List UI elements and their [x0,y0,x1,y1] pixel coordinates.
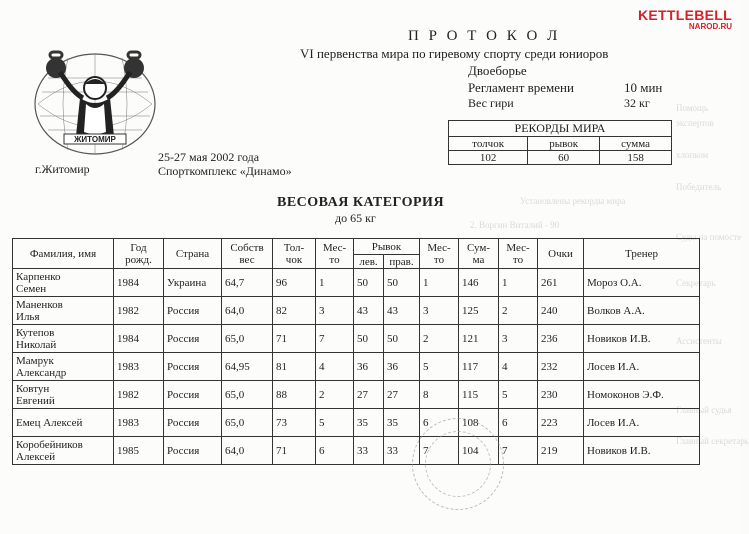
date-venue-block [158,150,292,178]
kettlebell-weight-value: 32 кг [624,96,650,110]
cell-place-snatch: 2 [420,325,459,353]
city-label: г.Житомир [35,162,90,176]
championship-subtitle: VI первенства мира по гиревому спорту среди юниоров [300,46,609,61]
header-place-total: Мес- то [499,239,538,269]
cell-place: 5 [499,381,538,409]
time-regulation-value: 10 мин [624,80,663,95]
cell-left: 27 [354,381,384,409]
cell-year: 1984 [114,269,164,297]
cell-weight: 65,0 [222,325,273,353]
header-snatch-right: прав. [384,255,420,269]
cell-weight: 64,7 [222,269,273,297]
cell-country: Россия [164,409,222,437]
cell-year: 1982 [114,381,164,409]
cell-left: 50 [354,269,384,297]
cell-points: 240 [538,297,584,325]
official-stamp [412,418,504,510]
header-place-jerk: Мес- то [316,239,354,269]
cell-left: 43 [354,297,384,325]
cell-jerk: 71 [273,325,316,353]
cell-country: Россия [164,381,222,409]
athlete-name: Ковтун Евгений [13,381,114,409]
cell-place: 4 [499,353,538,381]
competition-dates: 25-27 мая 2002 года [158,150,260,164]
cell-coach: Новиков И.В. [584,437,700,465]
cell-place-snatch: 1 [420,269,459,297]
cell-place-snatch: 3 [420,297,459,325]
cell-coach: Мороз О.А. [584,269,700,297]
cell-coach: Лосев И.А. [584,353,700,381]
cell-sum: 108 [459,409,499,437]
header-own-weight: Собств вес [222,239,273,269]
athlete-name: Маненков Илья [13,297,114,325]
cell-points: 223 [538,409,584,437]
cell-left: 33 [354,437,384,465]
cell-jerk: 88 [273,381,316,409]
athlete-name: Кутепов Николай [13,325,114,353]
cell-place-snatch: 5 [420,353,459,381]
zhitomir-emblem-logo [28,38,163,163]
weight-category-limit: до 65 кг [335,211,376,225]
cell-left: 35 [354,409,384,437]
cell-sum: 125 [459,297,499,325]
event-type: Двоеборье [468,63,527,78]
cell-sum: 146 [459,269,499,297]
cell-left: 50 [354,325,384,353]
header-snatch: Рывок [354,239,420,255]
table-row [13,409,700,437]
cell-place-jerk: 1 [316,269,354,297]
cell-place: 7 [499,437,538,465]
header-sum: Сум- ма [459,239,499,269]
cell-place-jerk: 3 [316,297,354,325]
cell-weight: 64,95 [222,353,273,381]
header-name: Фамилия, имя [13,239,114,269]
cell-country: Россия [164,325,222,353]
record-value-jerk: 102 [449,151,528,165]
brand-watermark [638,8,732,31]
athlete-name: Емец Алексей [13,409,114,437]
weight-category-title: ВЕСОВАЯ КАТЕГОРИЯ [277,195,445,210]
cell-year: 1984 [114,325,164,353]
cell-weight: 65,0 [222,381,273,409]
cell-year: 1983 [114,353,164,381]
cell-right: 35 [384,409,420,437]
cell-place-jerk: 4 [316,353,354,381]
cell-jerk: 81 [273,353,316,381]
cell-coach: Номоконов Э.Ф. [584,381,700,409]
header-coach: Тренер [584,239,700,269]
cell-place: 1 [499,269,538,297]
table-row [13,381,700,409]
cell-points: 261 [538,269,584,297]
brand-sub-text: NAROD.RU [688,22,732,31]
world-records-box [448,120,672,165]
table-row [13,269,700,297]
cell-coach: Лосев И.А. [584,409,700,437]
cell-right: 50 [384,325,420,353]
cell-country: Россия [164,297,222,325]
cell-right: 33 [384,437,420,465]
cell-sum: 121 [459,325,499,353]
cell-place-snatch: 7 [420,437,459,465]
table-row [13,297,700,325]
cell-right: 36 [384,353,420,381]
cell-points: 230 [538,381,584,409]
header-birth-year: Год рожд. [114,239,164,269]
table-row [13,353,700,381]
cell-sum: 115 [459,381,499,409]
cell-right: 27 [384,381,420,409]
cell-coach: Новиков И.В. [584,325,700,353]
athlete-name: Карпенко Семен [13,269,114,297]
record-col-jerk: толчок [449,137,528,151]
cell-jerk: 73 [273,409,316,437]
cell-place: 2 [499,297,538,325]
header-points: Очки [538,239,584,269]
cell-right: 43 [384,297,420,325]
cell-country: Украина [164,269,222,297]
cell-year: 1982 [114,297,164,325]
cell-right: 50 [384,269,420,297]
world-records-title: РЕКОРДЫ МИРА [449,121,672,137]
cell-jerk: 82 [273,297,316,325]
cell-place-jerk: 7 [316,325,354,353]
cell-jerk: 71 [273,437,316,465]
cell-year: 1985 [114,437,164,465]
header-place-snatch: Мес- то [420,239,459,269]
brand-main-text: KETTLEBELL [638,7,732,23]
header-jerk: Тол- чок [273,239,316,269]
cell-place-jerk: 5 [316,409,354,437]
cell-coach: Волков А.А. [584,297,700,325]
cell-place-jerk: 6 [316,437,354,465]
record-col-sum: сумма [600,137,672,151]
cell-points: 236 [538,325,584,353]
header-country: Страна [164,239,222,269]
cell-place: 6 [499,409,538,437]
protocol-page: Помощь экспертов хлопком Победитель Установлены рекорды мира 2. Воргин Виталий - 90 Суды на помосте Секретарь Ассистенты Главный судья Главный секретарь KETTLEBELL NAROD.RU ЖИТОМИР г.Житомир 25-27 мая 2002 года Спорткомплекс «Динамо» П Р О Т О К О Л VI первенства мира по гиревому спорту среди юниоров Двоеборье Регламент времени 10 мин Вес гири 32 кг РЕКОРДЫ МИРА толчок рывок сумма 102 60 158 ВЕСОВАЯ КАТЕГОРИЯ до 65 кг Фамилия, имя Год рожд. Страна Собств вес Тол- чок Мес- то Рывок Мес- то Сум- ма Мес- то Очки Тренер лев. прав. Карпенко Семен 1984 Украина 64,7 96 1 50 50 1 146 1 261 Мороз О.А. Маненков Илья 1982 Россия 64,0 82 3 43 43 3 125 2 240 Волков А.А. Кутепов Николай 1984 Россия 65,0 71 7 50 50 2 121 3 236 Новиков И.В. Мамрук Александр 1983 Россия 64,95 81 4 36 36 5 117 4 232 Лосев И.А. Ковтун Евгений 1982 Россия 65,0 88 2 27 27 8 115 5 230 Номоконов Э.Ф. Емец Алексей 1983 Россия 65,0 73 5 35 35 6 108 6 223 Лосев И.А. Коробейников Алексей 1985 Россия 64,0 71 6 33 33 7 104 7 219 Новиков И.В. [0,0,740,534]
cell-place-jerk: 2 [316,381,354,409]
cell-country: Россия [164,437,222,465]
cell-country: Россия [164,353,222,381]
cell-weight: 65,0 [222,409,273,437]
athlete-name: Мамрук Александр [13,353,114,381]
protocol-title: П Р О Т О К О Л [408,28,561,44]
record-col-snatch: рывок [528,137,600,151]
cell-left: 36 [354,353,384,381]
table-row [13,437,700,465]
table-row [13,325,700,353]
cell-place: 3 [499,325,538,353]
results-table [12,238,700,465]
venue-name: Спорткомплекс «Динамо» [158,164,292,178]
header-snatch-left: лев. [354,255,384,269]
cell-place-snatch: 6 [420,409,459,437]
cell-jerk: 96 [273,269,316,297]
cell-year: 1983 [114,409,164,437]
cell-points: 232 [538,353,584,381]
record-value-sum: 158 [600,151,672,165]
kettlebell-weight-label: Вес гири [468,96,514,110]
cell-weight: 64,0 [222,437,273,465]
cell-sum: 117 [459,353,499,381]
cell-points: 219 [538,437,584,465]
logo-banner-text: ЖИТОМИР [74,135,116,144]
time-regulation-label: Регламент времени [468,80,574,95]
record-value-snatch: 60 [528,151,600,165]
athlete-name: Коробейников Алексей [13,437,114,465]
cell-place-snatch: 8 [420,381,459,409]
cell-weight: 64,0 [222,297,273,325]
cell-sum: 104 [459,437,499,465]
